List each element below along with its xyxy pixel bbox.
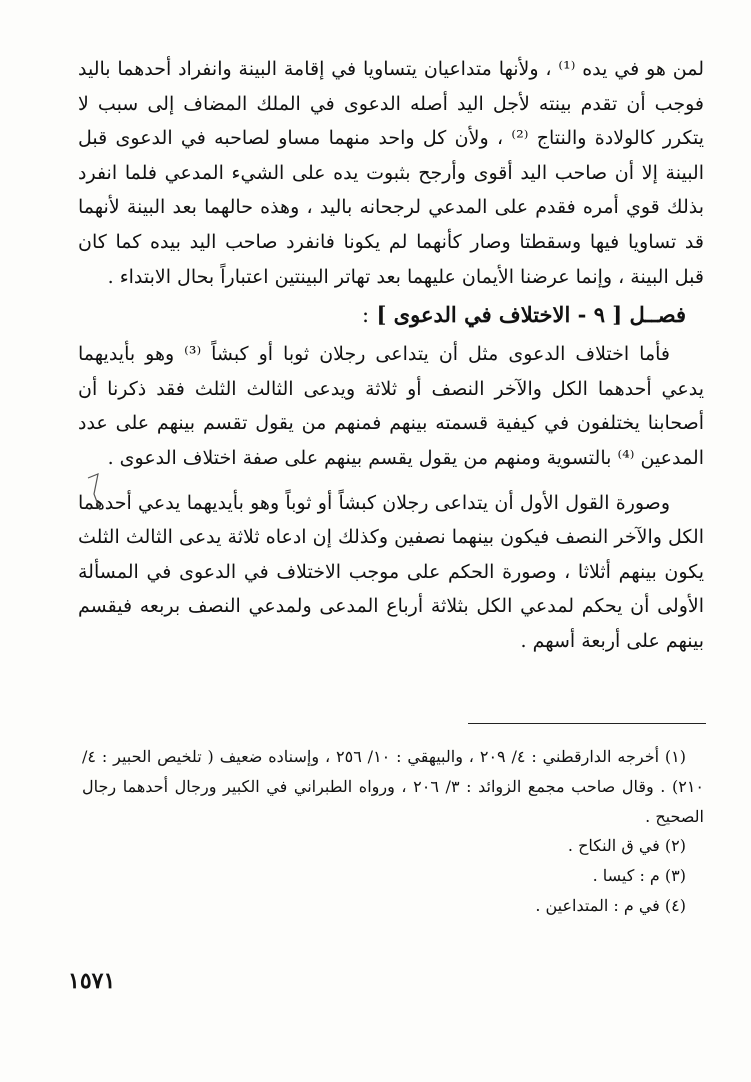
paragraph-gap bbox=[78, 476, 704, 486]
footnote-4: (٤) في م : المتداعين . bbox=[535, 895, 686, 915]
paragraph-3: وصورة القول الأول أن يتداعى رجلان كبشاً أو ثوباً وهو بأيديهما يدعي أحدهما الكل والآخر النصف فيكون بينهما نصفين وكذلك إن ادعاه ثلاثة يدعى الثالث الثلث يكون بينهم أثلاثا ، وصورة الحكم على موجب الاختلاف في الدعوى في المسألة الأولى أن يحكم لمدعي الكل بثلاثة أرباع المدعى ولمدعي النصف بربعه فيقسم بينهم على أربعة أسهم . bbox=[78, 491, 704, 652]
footnotes bbox=[82, 742, 704, 921]
footnote-separator bbox=[468, 723, 706, 724]
footnote-2: (٢) في ق النكاح . bbox=[567, 836, 686, 856]
section-colon: : bbox=[362, 303, 370, 328]
footnote-3: (٣) م : كيسا . bbox=[592, 866, 686, 886]
page-number: ١٥٧١ bbox=[68, 968, 116, 994]
paragraph-2: فأما اختلاف الدعوى مثل أن يتداعى رجلان ثوبا أو كبشاً ⁽³⁾ وهو بأيديهما يدعي أحدهما الكل والآخر النصف أو ثلاثة ويدعى الثالث الثلث فقد ذكرنا أن أصحابنا يختلفون في كيفية قسمته بينهم فمنهم من يقول تقسم بينهم على عدد المدعين ⁽⁴⁾ بالتسوية ومنهم من يقول يقسم بينهم على صفة اختلاف الدعوى . bbox=[78, 343, 704, 469]
footnote-1: (١) أخرجه الدارقطني : ٤/ ٢٠٩ ، والبيهقي : ١٠/ ٢٥٦ ، وإسناده ضعيف ( تلخيص الحبير : ٤/ ٢١٠) . وقال صاحب مجمع الزوائد : ٣/ ٢٠٦ ، ورواه الطبراني في الكبير ورجال أحدهما رجال الصحيح . bbox=[82, 747, 705, 826]
margin-annotation-mark bbox=[84, 470, 110, 516]
main-text bbox=[78, 52, 704, 659]
section-heading bbox=[78, 298, 704, 332]
paragraph-1: لمن هو في يده ⁽¹⁾ ، ولأنها متداعيان يتساويا في إقامة البينة وانفراد أحدهما باليد فوجب أن تقدم بينته لأجل اليد أصله الدعوى في الملك المضاف إلى سبب لا يتكرر كالولادة والنتاج ⁽²⁾ ، ولأن كل واحد منهما مساو لصاحبه في الدعوى قبل البينة إلا أن صاحب اليد أقوى وأرجح بثبوت يده على الشيء المدعي فلما انفرد بذلك قوي أمره فقدم على المدعي لرجحانه باليد ، وهذه حالهما بعد البينة لأنهما قد تساويا فيها وسقطتا وصار كأنهما لم يكونا فانفرد صاحب اليد بيده كما كان قبل البينة ، وإنما عرضنا الأيمان عليهما بعد تهاتر البينتين اعتباراً بحال الابتداء . bbox=[78, 58, 704, 288]
section-label: فصــل bbox=[629, 302, 686, 328]
section-title: [ ٩ - الاختلاف في الدعوى ] bbox=[376, 302, 623, 328]
